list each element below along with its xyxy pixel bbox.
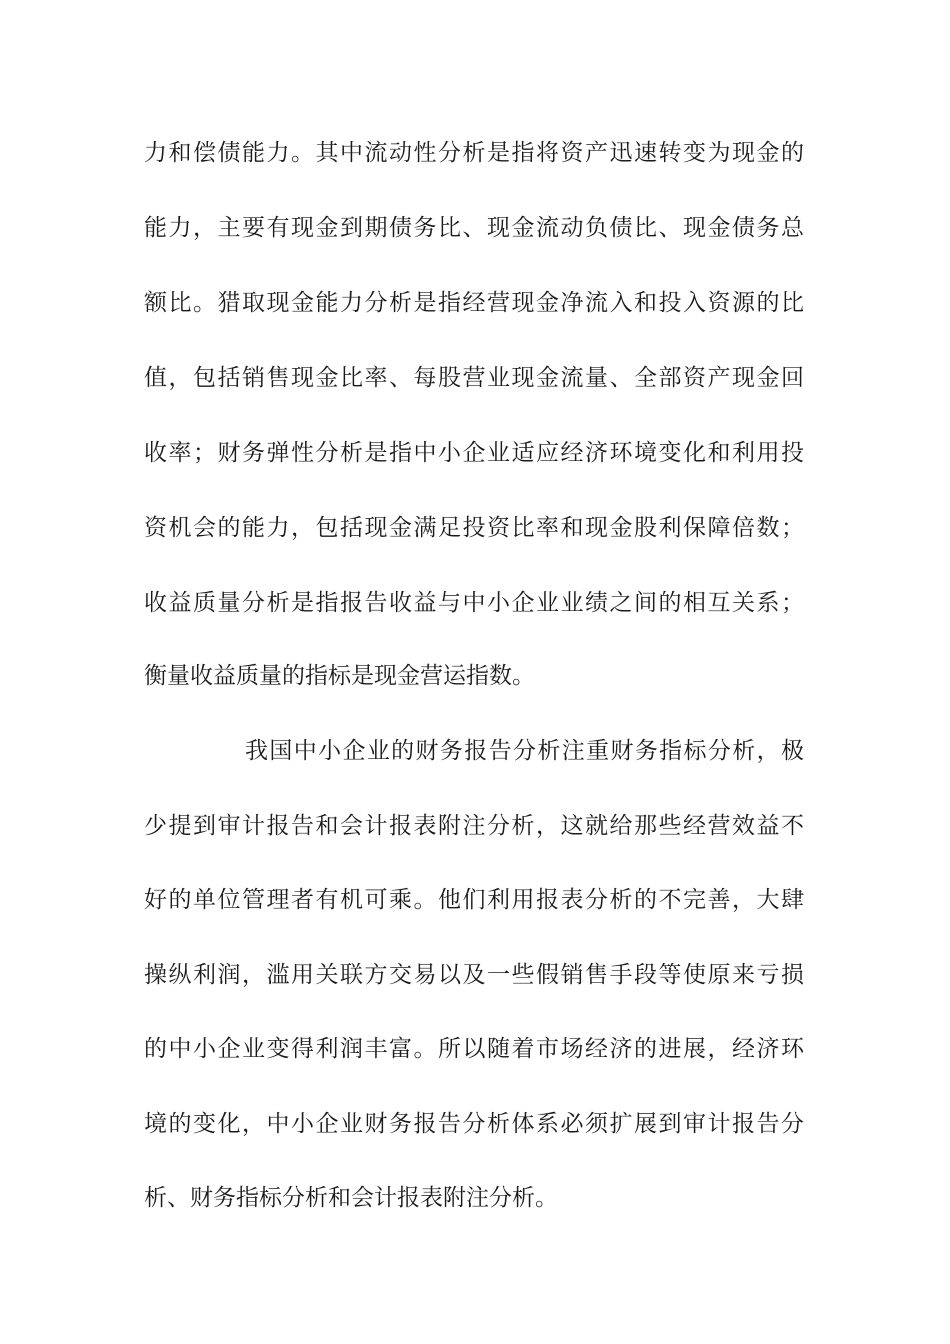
text-line: 衡量收益质量的指标是现金营运指数。 — [144, 663, 535, 689]
text-line: 好的单位管理者有机可乘。他们利用报表分析的不完善，大肆 — [144, 887, 804, 913]
text-line: 额比。猎取现金能力分析是指经营现金净流入和投入资源的比 — [144, 290, 804, 316]
text-line: 收益质量分析是指报告收益与中小企业业绩之间的相互关系； — [144, 590, 804, 616]
text-line: 资机会的能力，包括现金满足投资比率和现金股利保障倍数； — [144, 515, 804, 541]
text-line: 值，包括销售现金比率、每股营业现金流量、全部资产现金回 — [144, 365, 804, 391]
text-line: 境的变化，中小企业财务报告分析体系必须扩展到审计报告分 — [144, 1111, 804, 1137]
text-line: 的中小企业变得利润丰富。所以随着市场经济的进展，经济环 — [144, 1036, 804, 1062]
text-line: 收率；财务弹性分析是指中小企业适应经济环境变化和利用投 — [144, 440, 804, 466]
text-line: 操纵利润，滥用关联方交易以及一些假销售手段等使原来亏损 — [144, 962, 804, 988]
text-line: 析、财务指标分析和会计报表附注分析。 — [144, 1185, 558, 1211]
paragraph-first-line: 我国中小企业的财务报告分析注重财务指标分析，极 — [245, 738, 804, 764]
text-line: 力和偿债能力。其中流动性分析是指将资产迅速转变为现金的 — [144, 140, 804, 166]
text-line: 能力，主要有现金到期债务比、现金流动负债比、现金债务总 — [144, 215, 804, 241]
text-line: 少提到审计报告和会计报表附注分析，这就给那些经营效益不 — [144, 813, 804, 839]
